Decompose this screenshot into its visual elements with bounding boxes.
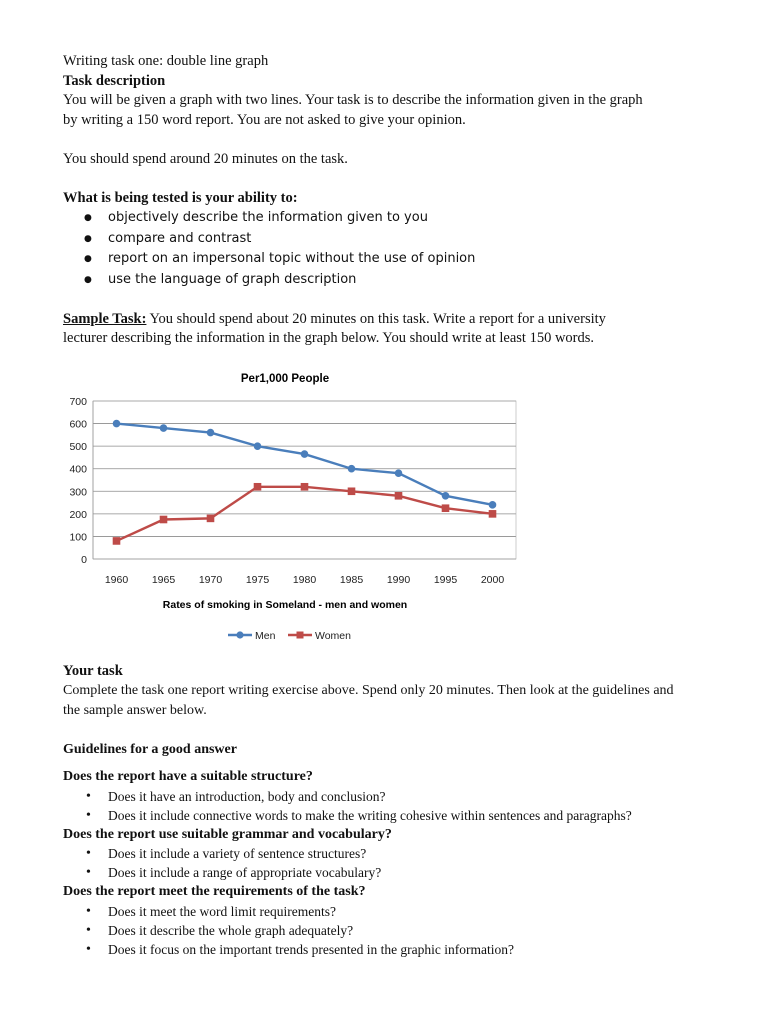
data-point-men [160,424,168,432]
data-point-women [442,504,450,512]
data-point-men [254,442,262,450]
your-task-title: Your task [63,662,123,679]
x-tick-label: 1965 [151,573,176,586]
data-point-men [207,428,215,436]
list-item: ● objectively describe the information given to you [63,208,733,229]
your-task-line: Complete the task one report writing exercise above. Spend only 20 minutes. Then look at the guidelines and [63,683,674,698]
plot-area [93,401,516,559]
page-heading: Writing task one: double line graph [63,53,269,69]
y-tick-label: 600 [69,418,87,431]
requirements-list [63,902,733,959]
structure-list [63,787,733,825]
x-tick-label: 2000 [480,573,505,586]
data-point-men [113,419,121,427]
question-requirements: Does the report meet the requirements of the task? [63,884,366,899]
list-item: • Does it focus on the important trends presented in the graphic information? [63,940,733,959]
x-tick-label: 1990 [386,573,411,586]
sample-task-text: You should spend about 20 minutes on this task. Write a report for a university [146,310,606,327]
tested-list [63,208,733,290]
line-chart [58,349,538,654]
data-point-men [442,492,450,500]
x-tick-label: 1960 [104,573,129,586]
task-description-line: You will be given a graph with two lines. Your task is to describe the information given in the graph [63,92,643,108]
legend-label-men: Men [255,629,276,642]
data-point-women [207,514,215,522]
data-point-men [348,464,356,472]
chart-gridlines [93,401,516,559]
list-item: ● compare and contrast [63,229,733,250]
guidelines-title: Guidelines for a good answer [63,741,237,757]
y-tick-label: 300 [69,485,87,498]
data-point-women [160,515,168,523]
y-axis-ticks [69,396,87,566]
data-point-women [395,492,403,500]
sample-task-label: Sample Task: [63,310,147,327]
x-tick-label: 1995 [433,573,458,586]
legend-label-women: Women [315,629,351,642]
y-tick-label: 500 [69,440,87,453]
series-line-men [117,423,493,504]
time-note: You should spend around 20 minutes on the task. [63,150,348,167]
chart-svg [58,349,538,654]
list-item: • Does it include connective words to make the writing cohesive within sentences and paragraphs? [63,806,733,825]
legend-marker-women [297,631,304,638]
data-point-women [301,482,309,490]
document-page [63,52,733,959]
chart-legend [228,630,351,642]
data-point-women [489,510,497,518]
list-item: ● report on an impersonal topic without the use of opinion [63,249,733,270]
data-point-women [113,537,121,545]
x-axis-label: Rates of smoking in Someland - men and women [162,598,408,611]
y-tick-label: 200 [69,508,87,521]
data-point-men [301,450,309,458]
y-tick-label: 100 [69,530,87,543]
legend-marker-men [236,631,243,638]
list-item: • Does it include a range of appropriate vocabulary? [63,863,733,882]
tested-title: What is being tested is your ability to: [63,189,298,206]
question-structure: Does the report have a suitable structure? [63,769,313,784]
task-description-title: Task description [63,72,166,89]
x-tick-label: 1975 [245,573,270,586]
data-point-women [254,482,262,490]
y-tick-label: 700 [69,395,87,408]
grammar-list [63,844,733,882]
list-item: • Does it include a variety of sentence structures? [63,844,733,863]
y-tick-label: 0 [81,553,87,566]
list-item: • Does it describe the whole graph adequately? [63,921,733,940]
list-item: • Does it have an introduction, body and conclusion? [63,787,733,806]
chart-series [113,419,497,544]
list-item: • Does it meet the word limit requirements? [63,902,733,921]
list-item: ● use the language of graph description [63,270,733,291]
y-tick-label: 400 [69,463,87,476]
data-point-men [395,469,403,477]
x-tick-label: 1980 [292,573,317,586]
sample-task-line: lecturer describing the information in the graph below. You should write at least 150 words. [63,330,595,346]
x-tick-label: 1985 [339,573,364,586]
your-task-line: the sample answer below. [63,702,207,718]
task-description-line: by writing a 150 word report. You are not asked to give your opinion. [63,111,466,128]
data-point-men [489,501,497,509]
x-axis-ticks [105,574,505,586]
x-tick-label: 1970 [198,573,223,586]
data-point-women [348,487,356,495]
chart-title: Per1,000 People [240,372,330,385]
question-grammar: Does the report use suitable grammar and vocabulary? [63,826,392,842]
sample-task-line [63,310,733,330]
